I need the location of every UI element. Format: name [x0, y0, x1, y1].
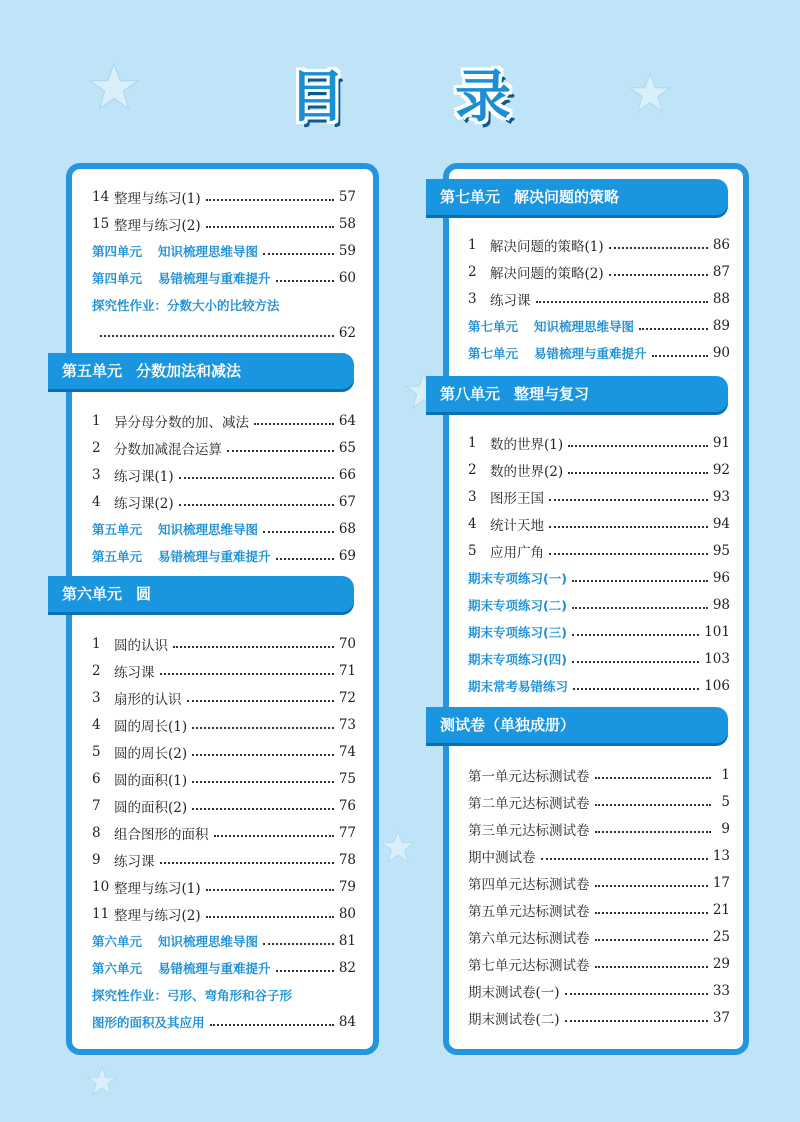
page-number: 96 [712, 570, 730, 586]
section-title: 整理与复习 [514, 385, 590, 403]
entry-number: 1 [92, 413, 101, 429]
entry-title: 分数加减混合运算 [114, 442, 222, 458]
section-unit: 测试卷（单独成册） [440, 716, 576, 734]
entry-title [92, 959, 271, 977]
toc-entry[interactable] [92, 322, 356, 344]
toc-entry[interactable] [468, 234, 730, 256]
dot-leader [549, 497, 708, 501]
dot-leader [639, 326, 708, 330]
page-number: 5 [721, 794, 730, 810]
entry-topic: 知识梳理思维导图 [158, 522, 259, 537]
page-number: 82 [338, 960, 356, 976]
section-header [426, 376, 728, 412]
dot-leader [206, 197, 334, 201]
page-number: 67 [338, 494, 356, 510]
entry-number: 3 [468, 489, 477, 505]
section-title: 圆 [136, 585, 152, 603]
toc-entry[interactable] [92, 984, 356, 1006]
toc-entry[interactable] [92, 849, 356, 871]
page-number: 60 [338, 270, 356, 286]
page-number: 81 [338, 933, 356, 949]
entry-unit: 第六单元 [92, 961, 143, 976]
entry-title [92, 269, 271, 287]
dot-leader [276, 556, 334, 560]
entry-number: 2 [468, 264, 477, 280]
dot-leader [595, 829, 712, 833]
dot-leader [179, 502, 334, 506]
entry-title: 第三单元达标测试卷 [468, 823, 590, 839]
entry-title: 图形王国 [490, 491, 544, 507]
toc-entry[interactable] [468, 459, 730, 481]
dot-leader [263, 251, 334, 255]
dot-leader [214, 833, 334, 837]
entry-title: 圆的周长(1) [114, 719, 188, 735]
entry-unit: 第七单元 [468, 319, 519, 334]
section-unit: 第五单元 [62, 362, 123, 380]
toc-entry[interactable] [92, 687, 356, 709]
toc-entry[interactable] [468, 315, 730, 337]
page-number: 59 [338, 243, 356, 259]
toc-entry[interactable] [468, 675, 730, 697]
dot-leader [573, 686, 699, 690]
page-number: 78 [338, 852, 356, 868]
entry-title: 期中测试卷 [468, 850, 536, 866]
entry-number: 3 [92, 690, 101, 706]
page-number: 76 [338, 798, 356, 814]
entry-title [92, 932, 258, 950]
dot-leader [572, 632, 699, 636]
toc-entry[interactable] [92, 545, 356, 567]
page-number: 13 [712, 848, 730, 864]
toc-entry[interactable] [468, 648, 730, 670]
toc-entry[interactable] [468, 261, 730, 283]
dot-leader [263, 529, 334, 533]
entry-number: 1 [92, 636, 101, 652]
page-number: 33 [712, 983, 730, 999]
toc-entry[interactable] [92, 410, 356, 432]
dot-leader [192, 779, 334, 783]
page-number: 84 [338, 1014, 356, 1030]
entry-unit: 第七单元 [468, 346, 519, 361]
entry-title: 数的世界(2) [490, 464, 564, 480]
entry-number: 3 [468, 291, 477, 307]
toc-entry[interactable] [92, 714, 356, 736]
dot-leader [100, 333, 334, 337]
dot-leader [595, 775, 712, 779]
page-number: 29 [712, 956, 730, 972]
toc-entry[interactable] [468, 594, 730, 616]
entry-title: 第五单元达标测试卷 [468, 904, 590, 920]
entry-number: 2 [92, 440, 101, 456]
star-icon [86, 1066, 118, 1096]
toc-entry[interactable] [468, 342, 730, 364]
page-number: 75 [338, 771, 356, 787]
section-title: 解决问题的策略 [514, 188, 620, 206]
entry-number: 6 [92, 771, 101, 787]
entry-number: 5 [468, 543, 477, 559]
entry-title: 练习课(1) [114, 469, 174, 485]
dot-leader [595, 937, 708, 941]
entry-title: 圆的面积(2) [114, 800, 188, 816]
section-unit: 第七单元 [440, 188, 501, 206]
page-number: 37 [712, 1010, 730, 1026]
toc-entry[interactable] [468, 432, 730, 454]
section-header [426, 179, 728, 215]
section-header [48, 576, 354, 612]
page-number: 17 [712, 875, 730, 891]
entry-number: 8 [92, 825, 101, 841]
dot-leader [254, 421, 334, 425]
dot-leader [210, 1022, 334, 1026]
dot-leader [192, 725, 334, 729]
entry-title: 期末专项练习(一) [468, 571, 567, 586]
entry-title: 期末专项练习(二) [468, 598, 567, 613]
page-number: 57 [338, 189, 356, 205]
section-unit: 第六单元 [62, 585, 123, 603]
page-number: 103 [704, 651, 730, 667]
entry-topic: 易错梳理与重难提升 [158, 271, 271, 286]
dot-leader [595, 883, 708, 887]
toc-entry[interactable] [468, 899, 730, 921]
dot-leader [173, 644, 334, 648]
toc-entry[interactable] [468, 540, 730, 562]
toc-entry[interactable] [468, 513, 730, 535]
entry-title: 期末测试卷(二) [468, 1012, 560, 1028]
toc-entry[interactable] [92, 213, 356, 235]
entry-title [92, 242, 258, 260]
entry-number: 7 [92, 798, 101, 814]
entry-title: 第四单元达标测试卷 [468, 877, 590, 893]
toc-entry[interactable] [92, 464, 356, 486]
entry-title [92, 520, 258, 538]
toc-entry[interactable] [468, 980, 730, 1002]
page-number: 91 [712, 435, 730, 451]
dot-leader [549, 551, 708, 555]
toc-entry[interactable] [468, 567, 730, 589]
dot-leader [609, 272, 708, 276]
entry-title: 期末专项练习(四) [468, 652, 567, 667]
entry-title: 异分母分数的加、减法 [114, 415, 249, 431]
toc-entry[interactable] [92, 240, 356, 262]
entry-title: 期末常考易错练习 [468, 679, 569, 694]
toc-entry[interactable] [92, 1011, 356, 1033]
page-number: 87 [712, 264, 730, 280]
toc-entry[interactable] [92, 795, 356, 817]
section-title: 分数加法和减法 [136, 362, 242, 380]
page-number: 71 [338, 663, 356, 679]
entry-unit: 第四单元 [92, 271, 143, 286]
page-number: 68 [338, 521, 356, 537]
toc-entry[interactable] [92, 660, 356, 682]
dot-leader [192, 806, 334, 810]
section-header [426, 707, 728, 743]
toc-entry[interactable] [468, 791, 730, 813]
entry-title: 图形的面积及其应用 [92, 1015, 205, 1030]
entry-title: 期末测试卷(一) [468, 985, 560, 1001]
toc-entry[interactable] [468, 288, 730, 310]
dot-leader [572, 605, 708, 609]
toc-entry[interactable] [92, 930, 356, 952]
dot-leader [263, 941, 334, 945]
entry-title: 第二单元达标测试卷 [468, 796, 590, 812]
entry-topic: 易错梳理与重难提升 [158, 961, 271, 976]
dot-leader [565, 991, 708, 995]
toc-entry[interactable] [92, 768, 356, 790]
entry-title: 整理与练习(1) [114, 191, 201, 207]
entry-title: 圆的面积(1) [114, 773, 188, 789]
page-number: 80 [338, 906, 356, 922]
toc-entry[interactable] [92, 633, 356, 655]
entry-number: 9 [92, 852, 101, 868]
entry-number: 5 [92, 744, 101, 760]
page-number: 70 [338, 636, 356, 652]
dot-leader [206, 224, 334, 228]
dot-leader [541, 856, 708, 860]
toc-entry[interactable] [468, 764, 730, 786]
page-number: 95 [712, 543, 730, 559]
dot-leader [187, 698, 334, 702]
toc-entry[interactable] [468, 1007, 730, 1029]
toc-entry[interactable] [468, 926, 730, 948]
entry-topic: 知识梳理思维导图 [158, 934, 259, 949]
entry-title [92, 547, 271, 565]
dot-leader [227, 448, 334, 452]
entry-title: 组合图形的面积 [114, 827, 209, 843]
page-number: 74 [338, 744, 356, 760]
entry-title: 练习课(2) [114, 496, 174, 512]
dot-leader [160, 860, 334, 864]
page-number: 64 [338, 413, 356, 429]
entry-unit: 第五单元 [92, 549, 143, 564]
entry-number: 4 [92, 494, 101, 510]
dot-leader [568, 470, 708, 474]
entry-title: 应用广角 [490, 545, 544, 561]
toc-entry[interactable] [92, 903, 356, 925]
toc-entry[interactable] [92, 822, 356, 844]
dot-leader [609, 245, 708, 249]
dot-leader [160, 671, 334, 675]
entry-title: 练习课 [114, 854, 155, 870]
entry-number: 14 [92, 189, 110, 205]
page-number: 66 [338, 467, 356, 483]
entry-topic: 知识梳理思维导图 [534, 319, 635, 334]
toc-entry[interactable] [468, 486, 730, 508]
page-number: 21 [712, 902, 730, 918]
toc-entry[interactable] [468, 818, 730, 840]
page-number: 88 [712, 291, 730, 307]
entry-title: 第六单元达标测试卷 [468, 931, 590, 947]
entry-number: 2 [92, 663, 101, 679]
toc-entry[interactable] [92, 957, 356, 979]
page-number: 62 [338, 325, 356, 341]
entry-number: 11 [92, 906, 110, 922]
section-unit: 第八单元 [440, 385, 501, 403]
entry-title: 整理与练习(1) [114, 881, 201, 897]
toc-entry[interactable] [92, 518, 356, 540]
page-title [0, 58, 800, 128]
dot-leader [565, 1018, 708, 1022]
entry-title: 解决问题的策略(1) [490, 239, 604, 255]
toc-entry[interactable] [92, 491, 356, 513]
dot-leader [536, 299, 708, 303]
entry-title: 整理与练习(2) [114, 908, 201, 924]
toc-entry[interactable] [468, 953, 730, 975]
toc-entry[interactable] [92, 876, 356, 898]
page-number: 1 [721, 767, 730, 783]
entry-number: 4 [468, 516, 477, 532]
page-number: 79 [338, 879, 356, 895]
dot-leader [549, 524, 708, 528]
dot-leader [572, 659, 699, 663]
entry-topic: 易错梳理与重难提升 [534, 346, 647, 361]
page-number: 93 [712, 489, 730, 505]
entry-topic: 知识梳理思维导图 [158, 244, 259, 259]
entry-unit: 第六单元 [92, 934, 143, 949]
star-icon [380, 830, 416, 864]
page-number: 72 [338, 690, 356, 706]
entry-title [468, 344, 647, 362]
page-number: 101 [704, 624, 730, 640]
page-number: 90 [712, 345, 730, 361]
entry-title: 练习课 [490, 293, 531, 309]
page-number: 77 [338, 825, 356, 841]
toc-entry[interactable] [468, 621, 730, 643]
title-char: 录 [455, 65, 511, 130]
page-number: 25 [712, 929, 730, 945]
entry-title: 圆的周长(2) [114, 746, 188, 762]
page-number: 86 [712, 237, 730, 253]
dot-leader [595, 964, 708, 968]
dot-leader [276, 278, 334, 282]
dot-leader [595, 910, 708, 914]
toc-entry[interactable] [92, 186, 356, 208]
dot-leader [652, 353, 708, 357]
dot-leader [179, 475, 334, 479]
title-char: 目 [289, 65, 345, 130]
entry-title: 探究性作业：弓形、弯角形和谷子形 [92, 988, 293, 1003]
dot-leader [192, 752, 334, 756]
page-number: 58 [338, 216, 356, 232]
page-number: 98 [712, 597, 730, 613]
entry-number: 3 [92, 467, 101, 483]
entry-title: 数的世界(1) [490, 437, 564, 453]
page-number: 65 [338, 440, 356, 456]
entry-number: 1 [468, 435, 477, 451]
dot-leader [206, 914, 334, 918]
page-number: 9 [721, 821, 730, 837]
entry-title: 解决问题的策略(2) [490, 266, 604, 282]
toc-entry[interactable] [92, 294, 356, 316]
entry-topic: 易错梳理与重难提升 [158, 549, 271, 564]
toc-entry[interactable] [92, 267, 356, 289]
entry-number: 4 [92, 717, 101, 733]
section-header [48, 353, 354, 389]
toc-entry[interactable] [92, 437, 356, 459]
dot-leader [206, 887, 334, 891]
page-number: 69 [338, 548, 356, 564]
entry-title [468, 317, 634, 335]
dot-leader [572, 578, 708, 582]
page-number: 94 [712, 516, 730, 532]
entry-title: 探究性作业：分数大小的比较方法 [92, 298, 280, 313]
entry-title: 期末专项练习(三) [468, 625, 567, 640]
entry-unit: 第四单元 [92, 244, 143, 259]
entry-title: 圆的认识 [114, 638, 168, 654]
toc-entry[interactable] [468, 872, 730, 894]
dot-leader [276, 968, 334, 972]
entry-title: 练习课 [114, 665, 155, 681]
entry-title: 第一单元达标测试卷 [468, 769, 590, 785]
dot-leader [595, 802, 712, 806]
toc-entry[interactable] [468, 845, 730, 867]
entry-number: 2 [468, 462, 477, 478]
entry-title: 第七单元达标测试卷 [468, 958, 590, 974]
entry-title: 扇形的认识 [114, 692, 182, 708]
entry-number: 1 [468, 237, 477, 253]
toc-entry[interactable] [92, 741, 356, 763]
page-number: 106 [704, 678, 730, 694]
dot-leader [568, 443, 708, 447]
page-number: 73 [338, 717, 356, 733]
entry-number: 15 [92, 216, 110, 232]
entry-number: 10 [92, 879, 110, 895]
entry-title: 统计天地 [490, 518, 544, 534]
entry-unit: 第五单元 [92, 522, 143, 537]
page-number: 92 [712, 462, 730, 478]
page-number: 89 [712, 318, 730, 334]
entry-title: 整理与练习(2) [114, 218, 201, 234]
